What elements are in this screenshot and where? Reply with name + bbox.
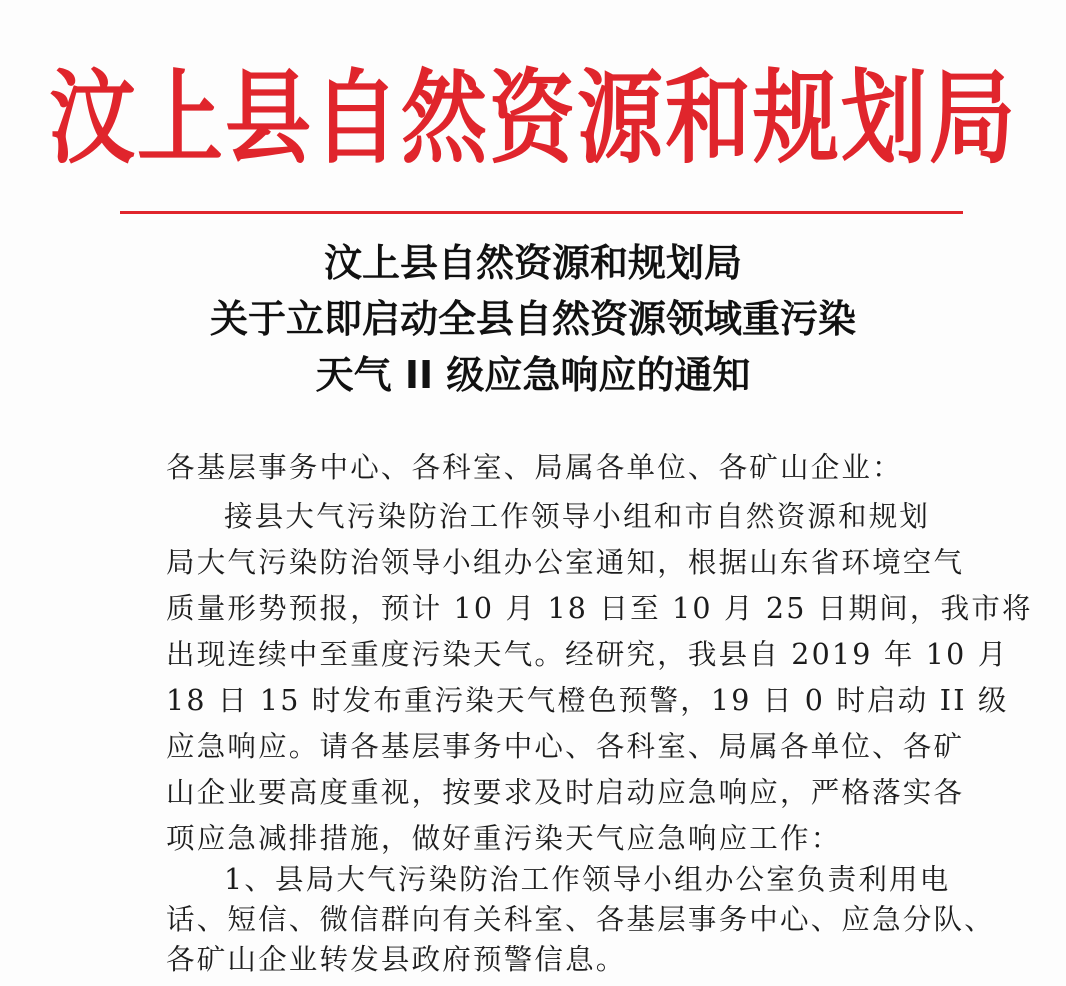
document-title-line-3: 天气 II 级应急响应的通知 <box>315 353 751 397</box>
body-line: 应急响应。请各基层事务中心、各科室、局属各单位、各矿 <box>166 730 965 763</box>
masthead-org-name: 汶上县自然资源和规划局 <box>49 59 1017 179</box>
document-title-line-2: 关于立即启动全县自然资源领域重污染 <box>209 297 856 341</box>
body-line: 山企业要高度重视，按要求及时启动应急响应，严格落实各 <box>166 776 965 809</box>
body-line: 各矿山企业转发县政府预警信息。 <box>166 943 627 976</box>
document-title-line-1: 汶上县自然资源和规划局 <box>323 241 742 285</box>
body-line: 接县大气污染防治工作领导小组和市自然资源和规划 <box>224 500 931 533</box>
body-line: 质量形势预报，预计 10 月 18 日至 10 月 25 日期间，我市将 <box>166 592 1033 625</box>
salutation: 各基层事务中心、各科室、局属各单位、各矿山企业： <box>166 451 903 484</box>
body-line: 1、县局大气污染防治工作领导小组办公室负责利用电 <box>224 863 951 896</box>
body-line: 局大气污染防治领导小组办公室通知，根据山东省环境空气 <box>166 546 965 579</box>
body-line: 话、短信、微信群向有关科室、各基层事务中心、应急分队、 <box>166 903 995 936</box>
body-line: 项应急减排措施，做好重污染天气应急响应工作： <box>166 822 842 855</box>
body-line: 出现连续中至重度污染天气。经研究，我县自 2019 年 10 月 <box>166 638 1009 671</box>
body-line: 18 日 15 时发布重污染天气橙色预警，19 日 0 时启动 II 级 <box>166 684 1009 717</box>
masthead-red-rule <box>120 211 963 214</box>
